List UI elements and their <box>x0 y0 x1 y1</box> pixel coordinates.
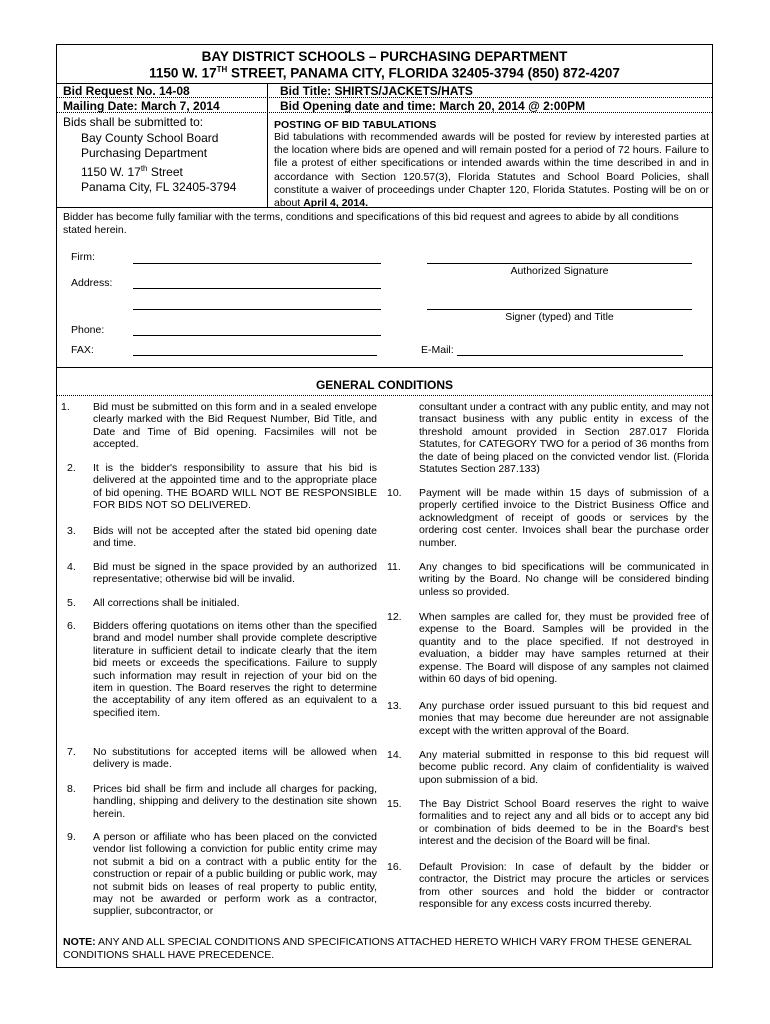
submission-address: Bay County School Board Purchasing Department 1150 W. 17th Street Panama City, FL 32405-3794 <box>81 131 237 194</box>
email-label: E-Mail: <box>421 344 454 356</box>
phone-field[interactable] <box>133 335 381 336</box>
authorized-signature-label: Authorized Signature <box>510 265 609 277</box>
mailing-date: Mailing Date: March 7, 2014 <box>63 99 220 113</box>
signer-field[interactable] <box>427 309 692 310</box>
address-field-2[interactable] <box>133 309 381 310</box>
divider <box>57 395 712 396</box>
address-label: Address: <box>71 277 113 289</box>
authorized-signature-field[interactable] <box>427 263 692 264</box>
divider <box>267 83 268 207</box>
divider <box>57 367 712 368</box>
signer-label: Signer (typed) and Title <box>505 311 614 323</box>
department-address: 1150 W. 17TH STREET, PANAMA CITY, FLORIDA 32405-3794 (850) 872-4207 <box>149 65 620 81</box>
email-field[interactable] <box>457 355 683 356</box>
phone-label: Phone: <box>71 324 105 336</box>
general-conditions-title: GENERAL CONDITIONS <box>315 378 454 392</box>
bid-title: Bid Title: SHIRTS/JACKETS/HATS <box>280 84 473 98</box>
posting-text: Bid tabulations with recommended awards will be posted for review by interested parties at the location where bids are opened and will remain posted for a period of 72 hours. Failure to file a protest of either specifications or intended awards within the time described in and in accordance with Section 120.57(3), Florida Statutes and School Board Policies, shall constitute a waiver of proceedings under Chapter 120, Florida Statutes. Posting will be on or about April 4, 2014. <box>274 131 709 210</box>
fax-field[interactable] <box>133 355 377 356</box>
bid-form-page: BAY DISTRICT SCHOOLS – PURCHASING DEPARTMENT 1150 W. 17TH STREET, PANAMA CITY, FLORIDA 32405-3794 (850) 872-4207 Bid Request No. 14-08 Mailing Date: March 7, 2014 Bid Title: SHIRTS/JACKETS/HATS Bid Opening date and time: March 20, 2014 @ 2:00PM Bids shall be submitted to: Bay County School Board Purchasing Department 1150 W. 17th Street Panama City, FL 32405-3794 POSTING OF BID TABULATIONS Bid tabulations with recommended awards will be posted for review by interested parties at the location where bids are opened and will remain posted for a period of 72 hours. Failure to file a protest of either specifications or intended awards within the time described in and in accordance with Section 120.57(3), Florida Statutes and School Board Policies, shall constitute a waiver of proceedings under Chapter 120, Florida Statutes. Posting will be on or about April 4, 2014. Bidder has become fully familiar with the terms, conditions and specifications of this bid request and agrees to abide by all conditions stated herein. Firm: Authorized Signature Address: Signer (typed) and Title Phone: FAX: E-Mail: GENERAL CONDITIONS 1. Bid must be submitted on this form and in a sealed envelope clearly marked with the Bid Request Number, Bid Title, and Date and Time of Bid opening. Facsimiles will not be accepted. 2. It is the bidder's responsibility to assure that his bid is delivered at the appointed time and to the appropriate place of bid opening. THE BOARD WILL NOT BE RESPONSIBLE FOR BIDS NOT SO DELIVERED. 3. Bids will not be accepted after the stated bid opening date and time. 4. Bid must be signed in the space provided by an authorized representative; otherwise bid will be invalid. 5. All corrections shall be initialed. 6. Bidders offering quotations on items other than the specified brand and model number shall provide complete descriptive literature in sufficient detail to indicate clearly that the item bid meets or exceeds the specifications. Failure to supply such information may result in rejection of your bid on the item in question. The Board reserves the right to determine the acceptability of any item offered as an equivalent to a specified item. 7. No substitutions for accepted items will be allowed when delivery is made. 8. Prices bid shall be firm and include all charges for packing, handling, shipping and delivery to the destination site shown herein. 9. A person or affiliate who has been placed on the convicted vendor list following a conviction for public entity crime may not submit a bid on a contract with a public entity for the construction or repair of a public building or public work, may not submit bids on leases of real property to public entity, may not be awarded or perform work as a contractor, supplier, subcontractor, or consultant under a contract with any public entity, and may not transact business with any public entity in excess of the threshold amount provided in Section 287.017 Florida Statutes, for CATEGORY TWO for a period of 36 months from the date of being placed on the convicted vendor list. (Florida Statutes Section 287.133) 10. Payment will be made within 15 days of submission of a properly certified invoice to the District Business Office and acknowledgment of receipt of goods or services by the ordering cost center. Invoices shall bear the purchase order number. 11. Any changes to bid specifications will be communicated in writing by the Board. No change will be considered binding unless so provided. 12. When samples are called for, they must be provided free of expense to the Board. Samples will be provided in the quantity and to the place specified. If not destroyed in evaluation, a bidder may have samples returned at their expense. The Board will dispose of any samples not claimed within 60 days of bid opening. 13. Any purchase order issued pursuant to this bid request and monies that may become due hereunder are not assignable except with the written approval of the Board. 14. Any material submitted in response to this bid request will become public record. Any claim of confidentiality is waived upon submission of a bid. 15. The Bay District School Board reserves the right to waive formalities and to reject any and all bids or to accept any bid or combination of bids deemed to be in the Board's best interest and the decision of the Board will be final. 16. Default Provision: In case of default by the bidder or contractor, the District may procure the articles or services from other sources and hold the bidder or contractor responsible for any excess costs incurred thereby. NOTE: ANY AND ALL SPECIAL CONDITIONS AND SPECIFICATIONS ATTACHED HERETO WHICH VARY FROM THESE GENERAL CONDITIONS SHALL HAVE PRECEDENCE. <box>56 44 713 968</box>
firm-field[interactable] <box>133 263 381 264</box>
posting-heading: POSTING OF BID TABULATIONS <box>274 119 437 131</box>
bidder-statement: Bidder has become fully familiar with the terms, conditions and specifications of this bid request and agrees to abide by all conditions stated herein. <box>63 211 679 237</box>
bid-request-number: Bid Request No. 14-08 <box>63 84 190 98</box>
submit-to-heading: Bids shall be submitted to: <box>63 115 204 129</box>
firm-label: Firm: <box>71 251 95 263</box>
fax-label: FAX: <box>71 344 94 356</box>
address-field[interactable] <box>133 288 381 289</box>
bid-opening: Bid Opening date and time: March 20, 2014 @ 2:00PM <box>280 99 586 113</box>
department-title: BAY DISTRICT SCHOOLS – PURCHASING DEPARTMENT <box>201 49 568 64</box>
precedence-note: NOTE: ANY AND ALL SPECIAL CONDITIONS AND SPECIFICATIONS ATTACHED HERETO WHICH VARY FROM THESE GENERAL CONDITIONS SHALL HAVE PRECEDENCE. <box>63 936 692 961</box>
